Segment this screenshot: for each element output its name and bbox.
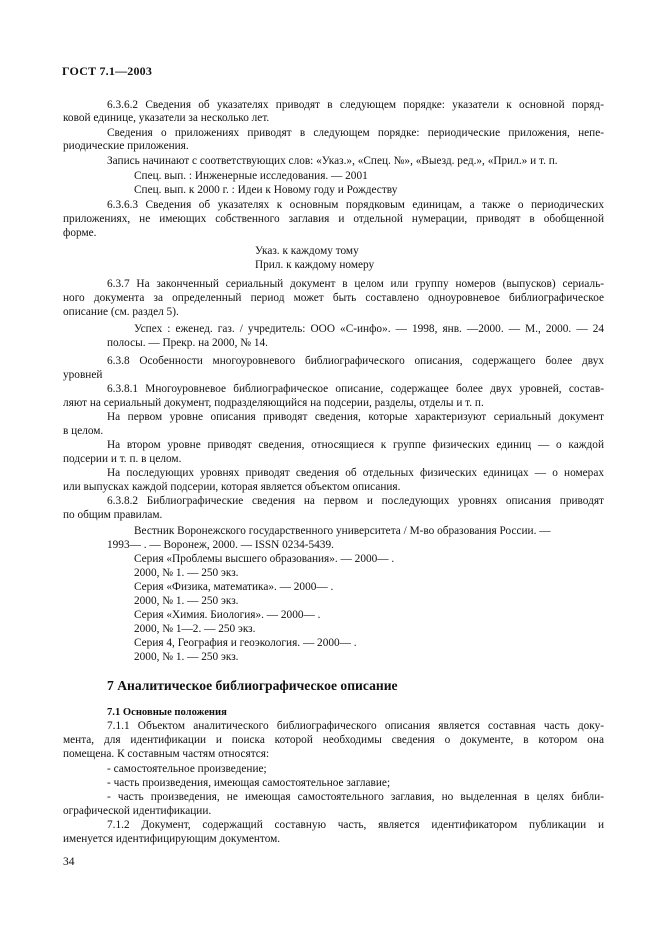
paragraph-line: форме. bbox=[63, 227, 97, 239]
paragraph-line: по общим правилам. bbox=[63, 509, 163, 521]
paragraph-line: или выпусках каждой подсерии, которая является объектом описания. bbox=[63, 481, 401, 493]
paragraph-line: 7.1.2 Документ, содержащий составную часть, является идентификатором публикации и bbox=[107, 819, 604, 831]
example-line: Спец. вып. к 2000 г. : Идеи к Новому году и Рождеству bbox=[134, 184, 398, 196]
paragraph-line: 6.3.8 Особенности многоуровневого библиографического описания, содержащего более двух bbox=[107, 355, 604, 367]
example-line: 1993— . — Воронеж, 2000. — ISSN 0234-5439. bbox=[107, 539, 334, 551]
page-number: 34 bbox=[63, 856, 75, 868]
example-line: Прил. к каждому номеру bbox=[255, 259, 375, 271]
paragraph-line: ковой единице, указатели за несколько лет. bbox=[63, 112, 270, 124]
section-heading: 7 Аналитическое библиографическое описание bbox=[107, 678, 398, 693]
paragraph-line: На последующих уровнях приводят сведения об отдельных физических единицах — о номерах bbox=[107, 467, 604, 479]
example-line: Серия 4, География и геоэкология. — 2000— . bbox=[134, 637, 357, 649]
example-line: 2000, № 1. — 250 экз. bbox=[134, 567, 239, 579]
paragraph-line: 6.3.6.3 Сведения об указателях к основным порядковым единицам, а также о периодических bbox=[107, 199, 604, 211]
paragraph-line: 6.3.7 На законченный сериальный документ в целом или группу номеров (выпусков) сериаль- bbox=[107, 278, 604, 290]
example-line: Серия «Физика, математика». — 2000— . bbox=[134, 581, 334, 593]
example-line: Успех : еженед. газ. / учредитель: ООО «С-инфо». — 1998, янв. —2000. — М., 2000. — 24 bbox=[134, 323, 604, 335]
paragraph-line: описание (см. раздел 5). bbox=[63, 306, 179, 318]
paragraph-line: ляют на сериальный документ, подразделяющийся на подсерии, разделы, отделы и т. п. bbox=[63, 397, 484, 409]
example-line: 2000, № 1. — 250 экз. bbox=[134, 651, 239, 663]
list-item: - часть произведения, не имеющая самостоятельного заглавия, но выделенная в целях библи- bbox=[107, 791, 604, 803]
list-item: - часть произведения, имеющая самостоятельное заглавие; bbox=[107, 777, 391, 789]
example-line: 2000, № 1—2. — 250 экз. bbox=[134, 623, 256, 635]
paragraph-line: помещена. К составным частям относятся: bbox=[63, 748, 270, 760]
paragraph-line: ного документа за определенный период может быть составлено одноуровневое библиографическое bbox=[63, 292, 604, 304]
example-line: 2000, № 1. — 250 экз. bbox=[134, 595, 239, 607]
subsection-heading: 7.1 Основные положения bbox=[107, 707, 227, 718]
paragraph-line: риодические приложения. bbox=[63, 140, 189, 152]
paragraph-line: уровней bbox=[63, 369, 103, 381]
page-header: ГОСТ 7.1—2003 bbox=[62, 64, 153, 78]
paragraph-line: На первом уровне описания приводят сведения, которые характеризуют сериальный документ bbox=[107, 411, 604, 423]
list-item: - самостоятельное произведение; bbox=[107, 763, 267, 775]
paragraph-line: Запись начинают с соответствующих слов: «Указ.», «Спец. №», «Выезд. ред.», «Прил.» и т. п. bbox=[107, 155, 558, 167]
paragraph-line: мента, для идентификации и поиска которой необходимы сведения о документе, в котором она bbox=[63, 734, 604, 746]
example-line: полосы. — Прекр. на 2000, № 14. bbox=[107, 337, 268, 349]
paragraph-line: 6.3.6.2 Сведения об указателях приводят в следующем порядке: указатели к основной поряд- bbox=[107, 99, 604, 111]
example-line: Серия «Проблемы высшего образования». — 2000— . bbox=[134, 553, 395, 565]
paragraph-line: приложениях, не имеющих собственного заглавия и отдельной нумерации, приводят в обобщенной bbox=[63, 213, 604, 225]
paragraph-line: 6.3.8.2 Библиографические сведения на первом и последующих уровнях описания приводят bbox=[107, 495, 604, 507]
paragraph-line: именуется идентифицирующим документом. bbox=[63, 833, 281, 845]
example-line: Серия «Химия. Биология». — 2000— . bbox=[134, 609, 321, 621]
paragraph-line: подсерии и т. п. в целом. bbox=[63, 453, 182, 465]
paragraph-line: Сведения о приложениях приводят в следующем порядке: периодические приложения, непе- bbox=[107, 127, 604, 139]
example-line: Спец. вып. : Инженерные исследования. — 2001 bbox=[134, 170, 368, 182]
paragraph-line: 6.3.8.1 Многоуровневое библиографическое описание, содержащее более двух уровней, состав- bbox=[107, 383, 604, 395]
paragraph-line: 7.1.1 Объектом аналитического библиографического описания является составная часть доку- bbox=[107, 720, 604, 732]
paragraph-line: в целом. bbox=[63, 425, 104, 437]
example-line: Указ. к каждому тому bbox=[255, 245, 359, 257]
example-line: Вестник Воронежского государственного университета / М-во образования России. — bbox=[134, 525, 551, 537]
list-item: ографической идентификации. bbox=[63, 805, 212, 817]
paragraph-line: На втором уровне приводят сведения, относящиеся к группе физических единиц — о каждой bbox=[107, 439, 604, 451]
